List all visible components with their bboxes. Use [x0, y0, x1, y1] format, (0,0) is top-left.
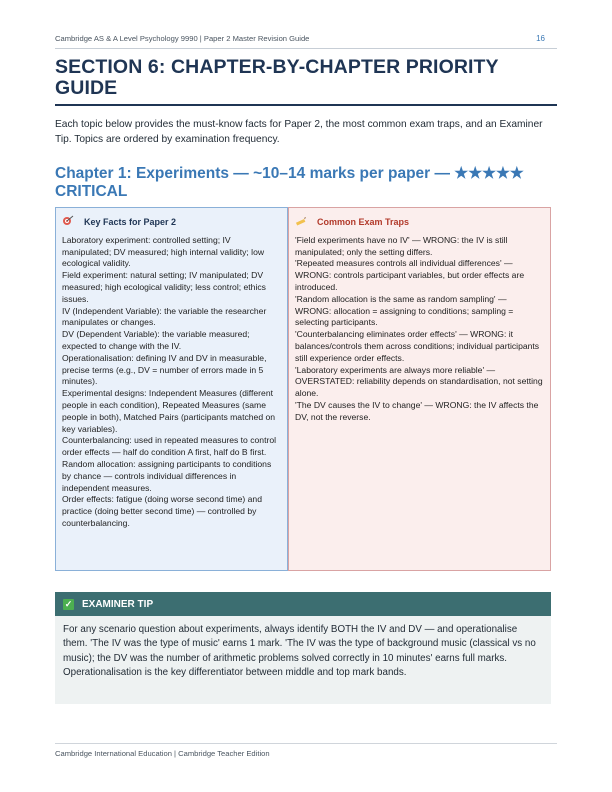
running-header — [55, 34, 557, 48]
chapter-heading: Chapter 1: Experiments — ~10–14 marks per paper — ★★★★★ CRITICAL — [55, 165, 524, 200]
list-item: Order effects: fatigue (doing worse second time) and practice (doing better second time) — controlled by counterbalancing. — [62, 494, 262, 528]
list-item: 'Laboratory experiments are always more reliable' — OVERSTATED: reliability depends on standardisation, not setting alone. — [295, 364, 543, 399]
examiner-tip-header — [55, 592, 551, 616]
list-item: 'The DV causes the IV to change' — WRONG: the IV affects the DV, not the reverse. — [295, 399, 539, 422]
list-item: Experimental designs: Independent Measures (different people in each condition), Repeated Measures (same people in both), Matched Pairs (participants matched on key variables). — [62, 388, 276, 434]
key-facts-panel — [55, 207, 288, 571]
exam-traps-title-text: Common Exam Traps — [317, 216, 410, 227]
list-item: Operationalisation: defining IV and DV in measurable, precise terms (e.g., DV = number of errors made in 5 minutes). — [62, 352, 267, 387]
page-number: 16 — [536, 34, 545, 43]
check-icon: ✓ — [64, 598, 73, 609]
examiner-tip-body: For any scenario question about experiments, always identify BOTH the IV and DV — and operationalise them. 'The IV was the type of music' earns 1 mark. 'The IV was the type of background music (classical vs no music); the DV was the number of arithmetic problems solved correctly in 10 minutes' earns full marks. Operationalisation is the key differentiator between middle and top mark bands. — [55, 616, 551, 704]
list-item: 'Field experiments have no IV' — WRONG: the IV is still manipulated; only the setting differs. — [295, 234, 508, 257]
running-title: Cambridge AS & A Level Psychology 9990 | Paper 2 Master Revision Guide — [55, 34, 310, 43]
list-item: 'Repeated measures controls all individual differences' — WRONG: controls participant variables, but order effects are introduced. — [295, 258, 525, 292]
intro-paragraph: Each topic below provides the must-know facts for Paper 2, the most common exam traps, and an Examiner Tip. Topics are ordered by examination frequency. — [55, 119, 543, 145]
dart-icon — [62, 215, 80, 230]
key-facts-title-text: Key Facts for Paper 2 — [84, 216, 177, 227]
key-facts-title — [62, 215, 281, 230]
list-item: Random allocation: assigning participants to conditions by chance — controls individual differences in independent measures. — [62, 458, 272, 493]
list-item: Laboratory experiment: controlled setting; IV manipulated; DV measured; high internal validity; low ecological validity. — [62, 234, 265, 269]
list-item: DV (Dependent Variable): the variable measured; expected to change with the IV. — [62, 329, 250, 351]
section-title: SECTION 6: CHAPTER-BY-CHAPTER PRIORITY GUIDE — [55, 56, 499, 99]
footer-divider — [55, 743, 557, 744]
exam-traps-panel — [288, 207, 551, 571]
list-item: 'Counterbalancing eliminates order effects' — WRONG: it balances/controls them across conditions; individual participants still experience order effects. — [295, 329, 540, 363]
list-item: IV (Independent Variable): the variable the researcher manipulates or changes. — [62, 305, 267, 328]
page-footer: Cambridge International Education | Cambridge Teacher Edition — [55, 749, 270, 758]
list-item: Counterbalancing: used in repeated measures to control order effects — half do condition A first, half do B first. — [62, 435, 277, 458]
warning-pencil-icon — [295, 215, 313, 230]
examiner-tip-title: EXAMINER TIP — [82, 598, 154, 610]
list-item: Field experiment: natural setting; IV manipulated; DV measured; high ecological validity; less control; ethics issues. — [62, 270, 266, 304]
exam-traps-title — [295, 215, 544, 230]
list-item: 'Random allocation is the same as random sampling' — WRONG: allocation = assigning to conditions; sampling = selecting participants. — [295, 293, 514, 328]
title-divider — [55, 104, 557, 106]
header-divider — [55, 48, 557, 49]
